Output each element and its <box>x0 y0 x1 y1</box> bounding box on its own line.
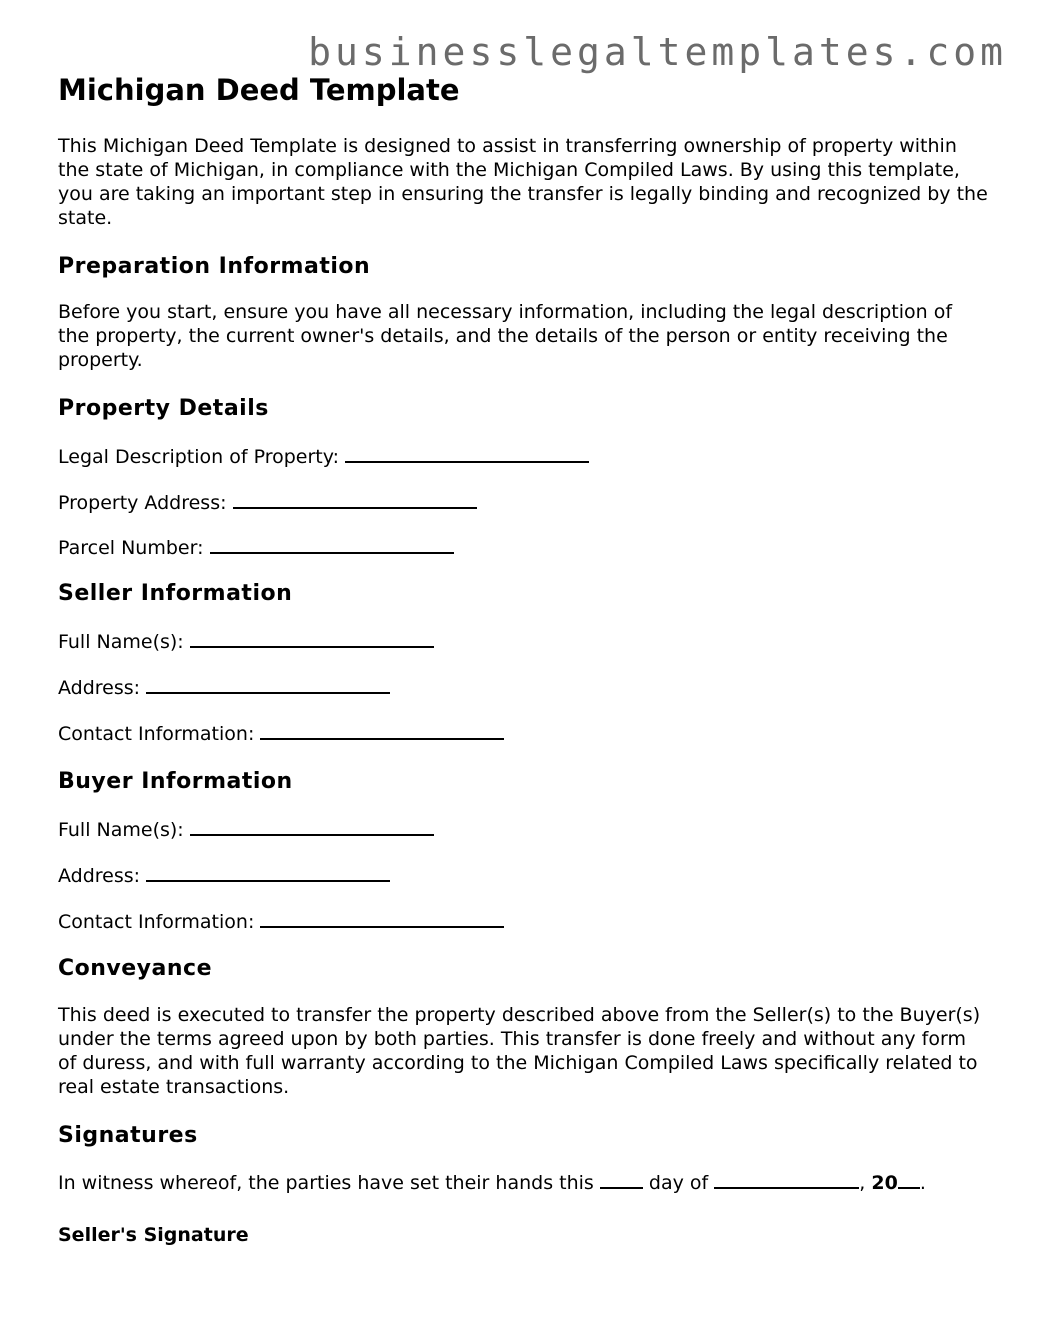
conveyance-heading: Conveyance <box>58 956 212 981</box>
seller-contact-blank[interactable] <box>260 721 504 740</box>
seller-name-field <box>58 629 988 654</box>
preparation-heading: Preparation Information <box>58 254 371 279</box>
parcel-number-field <box>58 535 988 560</box>
conveyance-paragraph: This deed is executed to transfer the property described above from the Seller(s) to the Buyer(s) under the terms agreed upon by both parties. This transfer is done freely and without any form of duress, and with full warranty according to the Michigan Compiled Laws specifically related to real estate transactions. <box>58 1004 981 1098</box>
year-prefix: 20 <box>871 1172 898 1194</box>
comma-text: , <box>859 1172 866 1194</box>
buyer-name-field <box>58 817 988 842</box>
seller-address-blank[interactable] <box>146 675 390 694</box>
day-of-text: day of <box>648 1172 709 1194</box>
buyer-heading: Buyer Information <box>58 769 293 794</box>
property-address-label: Property Address: <box>58 492 227 514</box>
watermark: businesslegaltemplates.com <box>308 30 1007 74</box>
day-blank[interactable] <box>600 1170 643 1189</box>
buyer-name-label: Full Name(s): <box>58 819 184 841</box>
seller-name-label: Full Name(s): <box>58 631 184 653</box>
buyer-address-blank[interactable] <box>146 863 390 882</box>
parcel-number-label: Parcel Number: <box>58 537 204 559</box>
year-blank[interactable] <box>898 1170 920 1189</box>
legal-description-field <box>58 444 988 469</box>
signatures-heading: Signatures <box>58 1123 198 1148</box>
seller-name-blank[interactable] <box>190 629 434 648</box>
seller-address-label: Address: <box>58 677 141 699</box>
buyer-address-label: Address: <box>58 865 141 887</box>
seller-address-field <box>58 675 988 700</box>
buyer-contact-blank[interactable] <box>260 909 504 928</box>
witness-line <box>58 1170 988 1195</box>
document-title: Michigan Deed Template <box>58 73 460 107</box>
witness-prefix: In witness whereof, the parties have set their hands this <box>58 1172 594 1194</box>
buyer-name-blank[interactable] <box>190 817 434 836</box>
legal-description-blank[interactable] <box>345 444 589 463</box>
document-body <box>58 70 988 1247</box>
legal-description-label: Legal Description of Property: <box>58 446 339 468</box>
seller-signature-label: Seller's Signature <box>58 1224 249 1246</box>
property-address-blank[interactable] <box>233 490 477 509</box>
buyer-contact-field <box>58 909 988 934</box>
property-heading: Property Details <box>58 396 269 421</box>
seller-heading: Seller Information <box>58 581 293 606</box>
seller-contact-label: Contact Information: <box>58 723 255 745</box>
property-address-field <box>58 490 988 515</box>
intro-paragraph: This Michigan Deed Template is designed to assist in transferring ownership of property within the state of Michigan, in compliance with the Michigan Compiled Laws. By using this template, you are taking an important step in ensuring the transfer is legally binding and recognized by the state. <box>58 135 988 229</box>
buyer-contact-label: Contact Information: <box>58 911 255 933</box>
preparation-paragraph: Before you start, ensure you have all necessary information, including the legal description of the property, the current owner's details, and the details of the person or entity receiving the property. <box>58 301 953 371</box>
month-blank[interactable] <box>714 1170 859 1189</box>
seller-contact-field <box>58 721 988 746</box>
parcel-number-blank[interactable] <box>210 535 454 554</box>
buyer-address-field <box>58 863 988 888</box>
period-text: . <box>919 1172 926 1194</box>
